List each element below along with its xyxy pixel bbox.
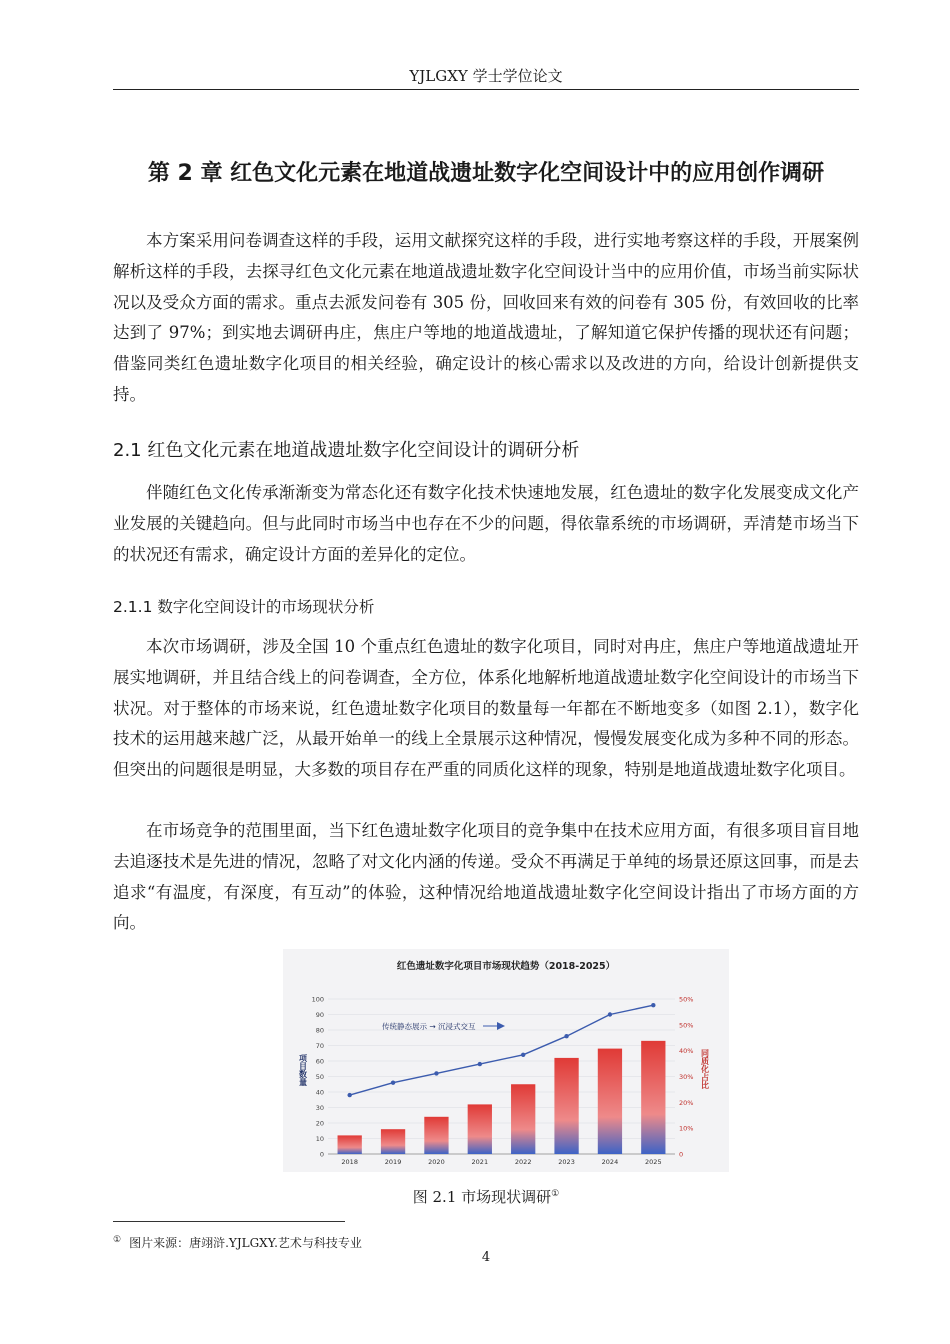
y2-tick-label: 50%	[679, 995, 694, 1004]
y-tick-label: 50	[315, 1073, 324, 1081]
x-tick-label: 2022	[514, 1158, 532, 1166]
x-tick-label: 2025	[645, 1158, 662, 1166]
line-point-2025	[651, 1003, 655, 1007]
page-header: YJLGXY 学士学位论文	[409, 67, 563, 85]
page-number: 4	[481, 1250, 491, 1265]
line-point-2020	[434, 1071, 438, 1075]
line-point-2024	[608, 1012, 612, 1016]
header-rule	[113, 89, 859, 90]
x-tick-label: 2024	[601, 1158, 619, 1166]
line-point-2022	[521, 1053, 525, 1057]
y-axis-label: 项目数量	[298, 1054, 308, 1086]
section-2-1-1-paragraph-2: 在市场竞争的范围里面，当下红色遗址数字化项目的竞争集中在技术应用方面，有很多项目盲目地去追逐技术是先进的情况，忽略了对文化内涵的传递。受众不再满足于单纯的场景还原这回事，而是去追求“有温度，有深度，有互动”的体验，这种情况给地道战遗址数字化空间设计指出了市场方面的方向。	[113, 821, 859, 933]
x-tick-label: 2019	[384, 1158, 402, 1166]
x-tick-label: 2021	[471, 1158, 489, 1166]
market-trend-chart	[283, 949, 729, 1172]
footnote-text: 图片来源：唐翊浒.YJLGXY.艺术与科技专业	[129, 1236, 362, 1250]
bar-2022	[511, 1084, 535, 1154]
line-point-2019	[391, 1081, 395, 1085]
y-tick-label: 70	[315, 1042, 324, 1050]
section-2-1-1-paragraph-1: 本次市场调研，涉及全国 10 个重点红色遗址的数字化项目，同时对冉庄，焦庄户等地道战遗址开展实地调研，并且结合线上的问卷调查，全方位，体系化地解析地道战遗址数字化空间设计的市场当下状况。对于整体的市场来说，红色遗址数字化项目的数量每一年都在不断地变多（如图 2.1），数字化技术的运用越来越广泛，从最开始单一的线上全景展示这种情况，慢慢发展变化成为多种不同的形态。但突出的问题很是明显，大多数的项目存在严重的同质化这样的现象，特别是地道战遗址数字化项目。	[113, 637, 859, 780]
y2-tick-label: 40%	[679, 1047, 694, 1056]
y-tick-label: 90	[315, 1011, 324, 1019]
x-tick-label: 2020	[428, 1158, 445, 1166]
bar-2024	[598, 1049, 622, 1154]
y-tick-label: 60	[315, 1057, 324, 1066]
line-point-2023	[564, 1034, 568, 1038]
x-tick-label: 2018	[341, 1158, 358, 1166]
figure-caption-footnote-mark: ①	[551, 1189, 560, 1199]
intro-paragraph: 本方案采用问卷调查这样的手段，运用文献探究这样的手段，进行实地考察这样的手段，开展案例解析这样的手段，去探寻红色文化元素在地道战遗址数字化空间设计当中的应用价值，市场当前实际状况以及受众方面的需求。重点去派发问卷有 305 份，回收回来有效的问卷有 305 份，有效回收的比率达到了 97%；到实地去调研冉庄，焦庄户等地的地道战遗址，了解知道它保护传播的现状还有问题；借鉴同类红色遗址数字化项目的相关经验，确定设计的核心需求以及改进的方向，给设计创新提供支持。	[113, 231, 859, 404]
bar-2021	[468, 1104, 492, 1154]
footnote-rule	[113, 1221, 345, 1222]
y-tick-label: 80	[315, 1026, 324, 1035]
section-2-1-heading: 2.1 红色文化元素在地道战遗址数字化空间设计的调研分析	[113, 440, 580, 461]
figure-caption	[113, 1184, 859, 1207]
section-2-1-paragraph: 伴随红色文化传承渐渐变为常态化还有数字化技术快速地发展，红色遗址的数字化发展变成文化产业发展的关键趋向。但与此同时市场当中也存在不少的问题，得依靠系统的市场调研，弄清楚市场当下的状况还有需求，确定设计方面的差异化的定位。	[113, 483, 859, 564]
y-tick-label: 100	[311, 995, 324, 1004]
figure-caption-text: 图 2.1 市场现状调研	[412, 1188, 552, 1206]
y2-tick-label: 30%	[679, 1073, 694, 1081]
x-tick-label: 2023	[558, 1158, 575, 1166]
chart-annotation: 传统静态展示 → 沉浸式交互	[382, 1022, 476, 1031]
figure-2-1	[283, 949, 729, 1172]
y-tick-label: 0	[319, 1150, 324, 1159]
y2-tick-label: 50%	[679, 1021, 694, 1030]
footnote-mark: ①	[113, 1235, 122, 1245]
y-tick-label: 10	[315, 1135, 324, 1143]
y-tick-label: 20	[315, 1119, 324, 1128]
y2-tick-label: 0	[679, 1150, 684, 1159]
bar-2019	[381, 1129, 405, 1154]
y-tick-label: 40	[315, 1088, 324, 1097]
chapter-title: 第 2 章 红色文化元素在地道战遗址数字化空间设计中的应用创作调研	[147, 161, 825, 186]
bar-2023	[554, 1058, 578, 1154]
section-2-1-1-heading: 2.1.1 数字化空间设计的市场现状分析	[113, 598, 375, 616]
bar-2025	[641, 1041, 665, 1154]
y2-tick-label: 10%	[679, 1124, 694, 1133]
y2-axis-label: 同质化占比	[700, 1049, 710, 1089]
chart-title: 红色遗址数字化项目市场现状趋势（2018-2025）	[396, 961, 616, 972]
bar-2020	[424, 1117, 448, 1154]
y-tick-label: 30	[315, 1104, 324, 1112]
line-point-2021	[478, 1062, 482, 1066]
y2-tick-label: 20%	[679, 1098, 694, 1107]
bar-2018	[338, 1135, 362, 1154]
line-point-2018	[347, 1093, 351, 1097]
